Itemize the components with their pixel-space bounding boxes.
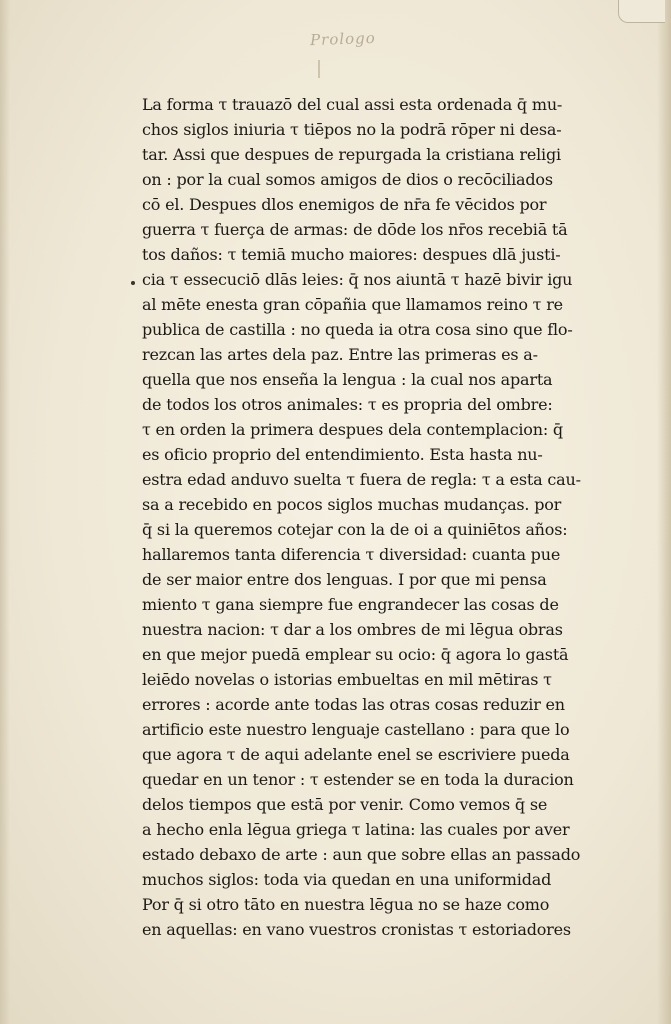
- text-line: que agora τ de aqui adelante enel se escriviere pueda: [142, 745, 570, 764]
- text-line: leiēdo novelas o istorias embueltas en mil mētiras τ: [142, 670, 552, 689]
- text-line: miento τ gana siempre fue engrandecer las cosas de: [142, 595, 559, 614]
- text-line: de ser maior entre dos lenguas. I por que mi pensa: [142, 570, 547, 589]
- text-line: artificio este nuestro lenguaje castellano : para que lo: [142, 720, 570, 739]
- text-line: al mēte enesta gran cōpañia que llamamos reino τ re: [142, 295, 563, 314]
- text-line: cō el. Despues dlos enemigos de nr̄a fe vēcidos por: [142, 195, 547, 214]
- text-line: tar. Assi que despues de repurgada la cristiana religi: [142, 145, 561, 164]
- text-line: estra edad anduvo suelta τ fuera de regla: τ a esta cau-: [142, 470, 581, 489]
- text-line: sa a recebido en pocos siglos muchas mudanças. por: [142, 495, 562, 514]
- text-line: publica de castilla : no queda ia otra cosa sino que flo-: [142, 320, 573, 339]
- text-block: [142, 92, 620, 942]
- text-line: chos siglos iniuria τ tiēpos no la podrā rōper ni desa-: [142, 120, 562, 139]
- text-line: en que mejor puedā emplear su ocio: q̄ agora lo gastā: [142, 645, 569, 664]
- text-line: guerra τ fuerça de armas: de dōde los nr̄os recebiā tā: [142, 220, 568, 239]
- text-line: q̄ si la queremos cotejar con la de oi a quiniētos años:: [142, 520, 568, 539]
- text-line: errores : acorde ante todas las otras cosas reduzir en: [142, 695, 565, 714]
- running-head: Prologo: [309, 28, 377, 50]
- text-line: Por q̄ si otro tāto en nuestra lēgua no se haze como: [142, 895, 550, 914]
- text-line: τ en orden la primera despues dela contemplacion: q̄: [142, 420, 563, 439]
- text-line: quedar en un tenor : τ estender se en toda la duracion: [142, 770, 574, 789]
- text-line: quella que nos enseña la lengua : la cual nos aparta: [142, 370, 553, 389]
- text-line: tos daños: τ temiā mucho maiores: despues dlā justi-: [142, 245, 561, 264]
- text-line: es oficio proprio del entendimiento. Esta hasta nu-: [142, 445, 543, 464]
- text-line: estado debaxo de arte : aun que sobre ellas an passado: [142, 845, 581, 864]
- margin-dot: [131, 281, 135, 285]
- text-line: de todos los otros animales: τ es propria del ombre:: [142, 395, 553, 414]
- text-line: a hecho enla lēgua griega τ latina: las cuales por aver: [142, 820, 570, 839]
- text-line: cia τ essecuciō dlās leies: q̄ nos aiuntā τ hazē bivir igu: [142, 270, 573, 289]
- text-line: rezcan las artes dela paz. Entre las primeras es a-: [142, 345, 538, 364]
- text-line: hallaremos tanta diferencia τ diversidad: cuanta pue: [142, 545, 561, 564]
- text-line: on : por la cual somos amigos de dios o recōciliados: [142, 170, 553, 189]
- text-line: nuestra nacion: τ dar a los ombres de mi lēgua obras: [142, 620, 563, 639]
- page-corner-tab: [618, 0, 665, 23]
- text-line: delos tiempos que estā por venir. Como vemos q̄ se: [142, 795, 548, 814]
- page-shadow-left: [0, 0, 10, 1024]
- page-shadow-right: [657, 0, 671, 1024]
- text-line: muchos siglos: toda via quedan en una uniformidad: [142, 870, 552, 889]
- text-line: La forma τ trauazō del cual assi esta ordenada q̄ mu-: [142, 95, 563, 114]
- running-head-stroke: [318, 60, 320, 78]
- text-line: en aquellas: en vano vuestros cronistas τ estoriadores: [142, 920, 571, 939]
